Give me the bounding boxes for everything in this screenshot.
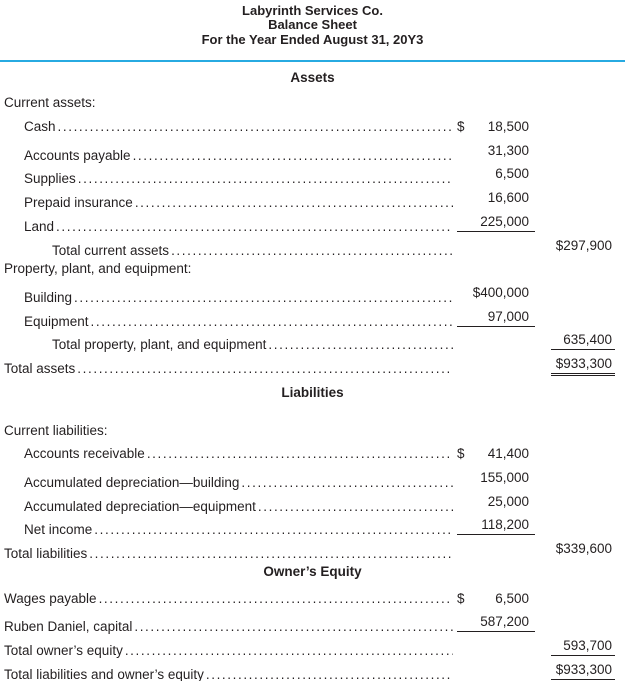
row-label: Property, plant, and equipment: <box>4 261 192 277</box>
amount-col2 <box>551 354 615 376</box>
amount-col2 <box>551 236 615 255</box>
dot-leader <box>134 617 453 636</box>
amount-col1 <box>457 515 535 535</box>
row-label: Accumulated depreciation—building <box>24 475 240 491</box>
dot-leader <box>94 520 453 539</box>
row-label: Total current assets <box>52 242 170 258</box>
section-rows <box>0 91 625 375</box>
dot-leader <box>171 241 453 260</box>
dot-leader <box>56 217 453 236</box>
row-label: Accounts payable <box>24 147 131 163</box>
amount-value: $933,300 <box>555 355 612 371</box>
row-label: Net income <box>24 522 93 538</box>
statement-row <box>0 610 625 634</box>
amount-value: 155,000 <box>480 470 529 486</box>
row-label: Accumulated depreciation—equipment <box>24 498 256 514</box>
statement-section <box>0 68 625 375</box>
statement-row <box>0 115 625 139</box>
row-label: Current liabilities: <box>4 422 108 438</box>
statement-row <box>0 634 625 658</box>
section-heading: Liabilities <box>281 385 344 401</box>
amount-col1 <box>457 164 535 183</box>
dot-leader <box>58 117 453 136</box>
amount-col1 <box>457 589 535 608</box>
dot-leader <box>125 641 453 660</box>
amount-col2 <box>551 539 615 558</box>
statement-row <box>0 442 625 466</box>
statement-title: Balance Sheet <box>268 17 357 33</box>
section-heading: Assets <box>290 69 335 85</box>
amount-value: 635,400 <box>563 332 612 348</box>
statement-row <box>0 162 625 186</box>
section-rows <box>0 418 625 560</box>
statement-row <box>0 209 625 233</box>
amount-value: 587,200 <box>480 614 529 630</box>
dot-leader <box>147 444 453 463</box>
statement-header <box>0 0 625 47</box>
row-label: Accounts receivable <box>24 446 145 462</box>
statement-row <box>0 418 625 442</box>
statement-section <box>0 562 625 681</box>
row-label: Current assets: <box>4 95 96 111</box>
statement-row <box>0 304 625 328</box>
row-label: Building <box>24 289 73 305</box>
amount-value: $933,300 <box>555 661 612 677</box>
amount-value: 6,500 <box>495 166 529 182</box>
amount-col1 <box>457 444 535 463</box>
amount-col1 <box>457 307 535 327</box>
amount-value: 41,400 <box>487 446 529 462</box>
amount-value: 97,000 <box>487 308 529 324</box>
statement-body <box>0 68 625 681</box>
row-label: Total liabilities <box>4 546 88 562</box>
dot-leader <box>241 473 453 492</box>
amount-value: 16,600 <box>487 190 529 206</box>
dollar-sign: $ <box>457 590 465 606</box>
row-label: Supplies <box>24 171 76 187</box>
dot-leader <box>78 169 453 188</box>
statement-row <box>0 657 625 681</box>
amount-col1 <box>457 612 535 632</box>
amount-col1 <box>457 492 535 511</box>
dollar-sign: $ <box>457 119 465 135</box>
dot-leader <box>89 544 453 563</box>
row-label: Ruben Daniel, capital <box>4 619 133 635</box>
amount-value: $400,000 <box>472 284 529 300</box>
dot-leader <box>77 359 453 378</box>
amount-col2 <box>551 330 615 350</box>
dot-leader <box>99 589 453 608</box>
amount-value: 118,200 <box>481 517 529 533</box>
statement-section <box>0 383 625 560</box>
amount-value: 6,500 <box>495 590 529 606</box>
row-label: Wages payable <box>4 590 97 606</box>
amount-value: $297,900 <box>555 237 612 253</box>
amount-value: 225,000 <box>480 213 529 229</box>
dot-leader <box>258 497 453 516</box>
row-label: Total property, plant, and equipment <box>52 337 267 353</box>
company-name: Labyrinth Services Co. <box>242 3 383 18</box>
section-rows <box>0 586 625 681</box>
statement-row <box>0 328 625 352</box>
row-label: Total liabilities and owner’s equity <box>4 666 204 681</box>
row-label: Land <box>24 218 55 234</box>
statement-row <box>0 233 625 257</box>
amount-col1 <box>457 468 535 487</box>
dot-leader <box>133 146 453 165</box>
statement-row <box>0 513 625 537</box>
statement-row <box>0 186 625 210</box>
amount-value: 18,500 <box>487 119 529 135</box>
statement-row <box>0 586 625 610</box>
amount-value: 31,300 <box>487 142 529 158</box>
amount-col2 <box>551 660 615 681</box>
amount-value: 593,700 <box>563 638 612 654</box>
dot-leader <box>135 193 453 212</box>
statement-row <box>0 489 625 513</box>
divider-rule <box>0 60 625 62</box>
statement-row <box>0 91 625 115</box>
statement-row <box>0 257 625 281</box>
row-label: Total owner’s equity <box>4 643 123 659</box>
amount-value: 25,000 <box>487 493 529 509</box>
amount-col1 <box>457 212 535 232</box>
amount-col1 <box>457 141 535 160</box>
amount-col1 <box>457 117 535 136</box>
row-label: Equipment <box>24 313 89 329</box>
dot-leader <box>91 312 453 331</box>
statement-row <box>0 138 625 162</box>
amount-col1 <box>457 283 535 302</box>
dot-leader <box>206 665 453 681</box>
row-label: Cash <box>24 119 56 135</box>
section-heading: Owner’s Equity <box>263 564 362 580</box>
statement-row <box>0 537 625 561</box>
statement-row <box>0 280 625 304</box>
dot-leader <box>74 288 453 307</box>
statement-row <box>0 466 625 490</box>
dollar-sign: $ <box>457 446 465 462</box>
row-label: Total assets <box>4 360 76 376</box>
row-label: Prepaid insurance <box>24 195 133 211</box>
amount-col2 <box>551 636 615 656</box>
amount-col1 <box>457 188 535 207</box>
statement-period: For the Year Ended August 31, 20Y3 <box>201 31 424 47</box>
statement-row <box>0 351 625 375</box>
dot-leader <box>268 335 453 354</box>
amount-value: $339,600 <box>555 541 612 557</box>
